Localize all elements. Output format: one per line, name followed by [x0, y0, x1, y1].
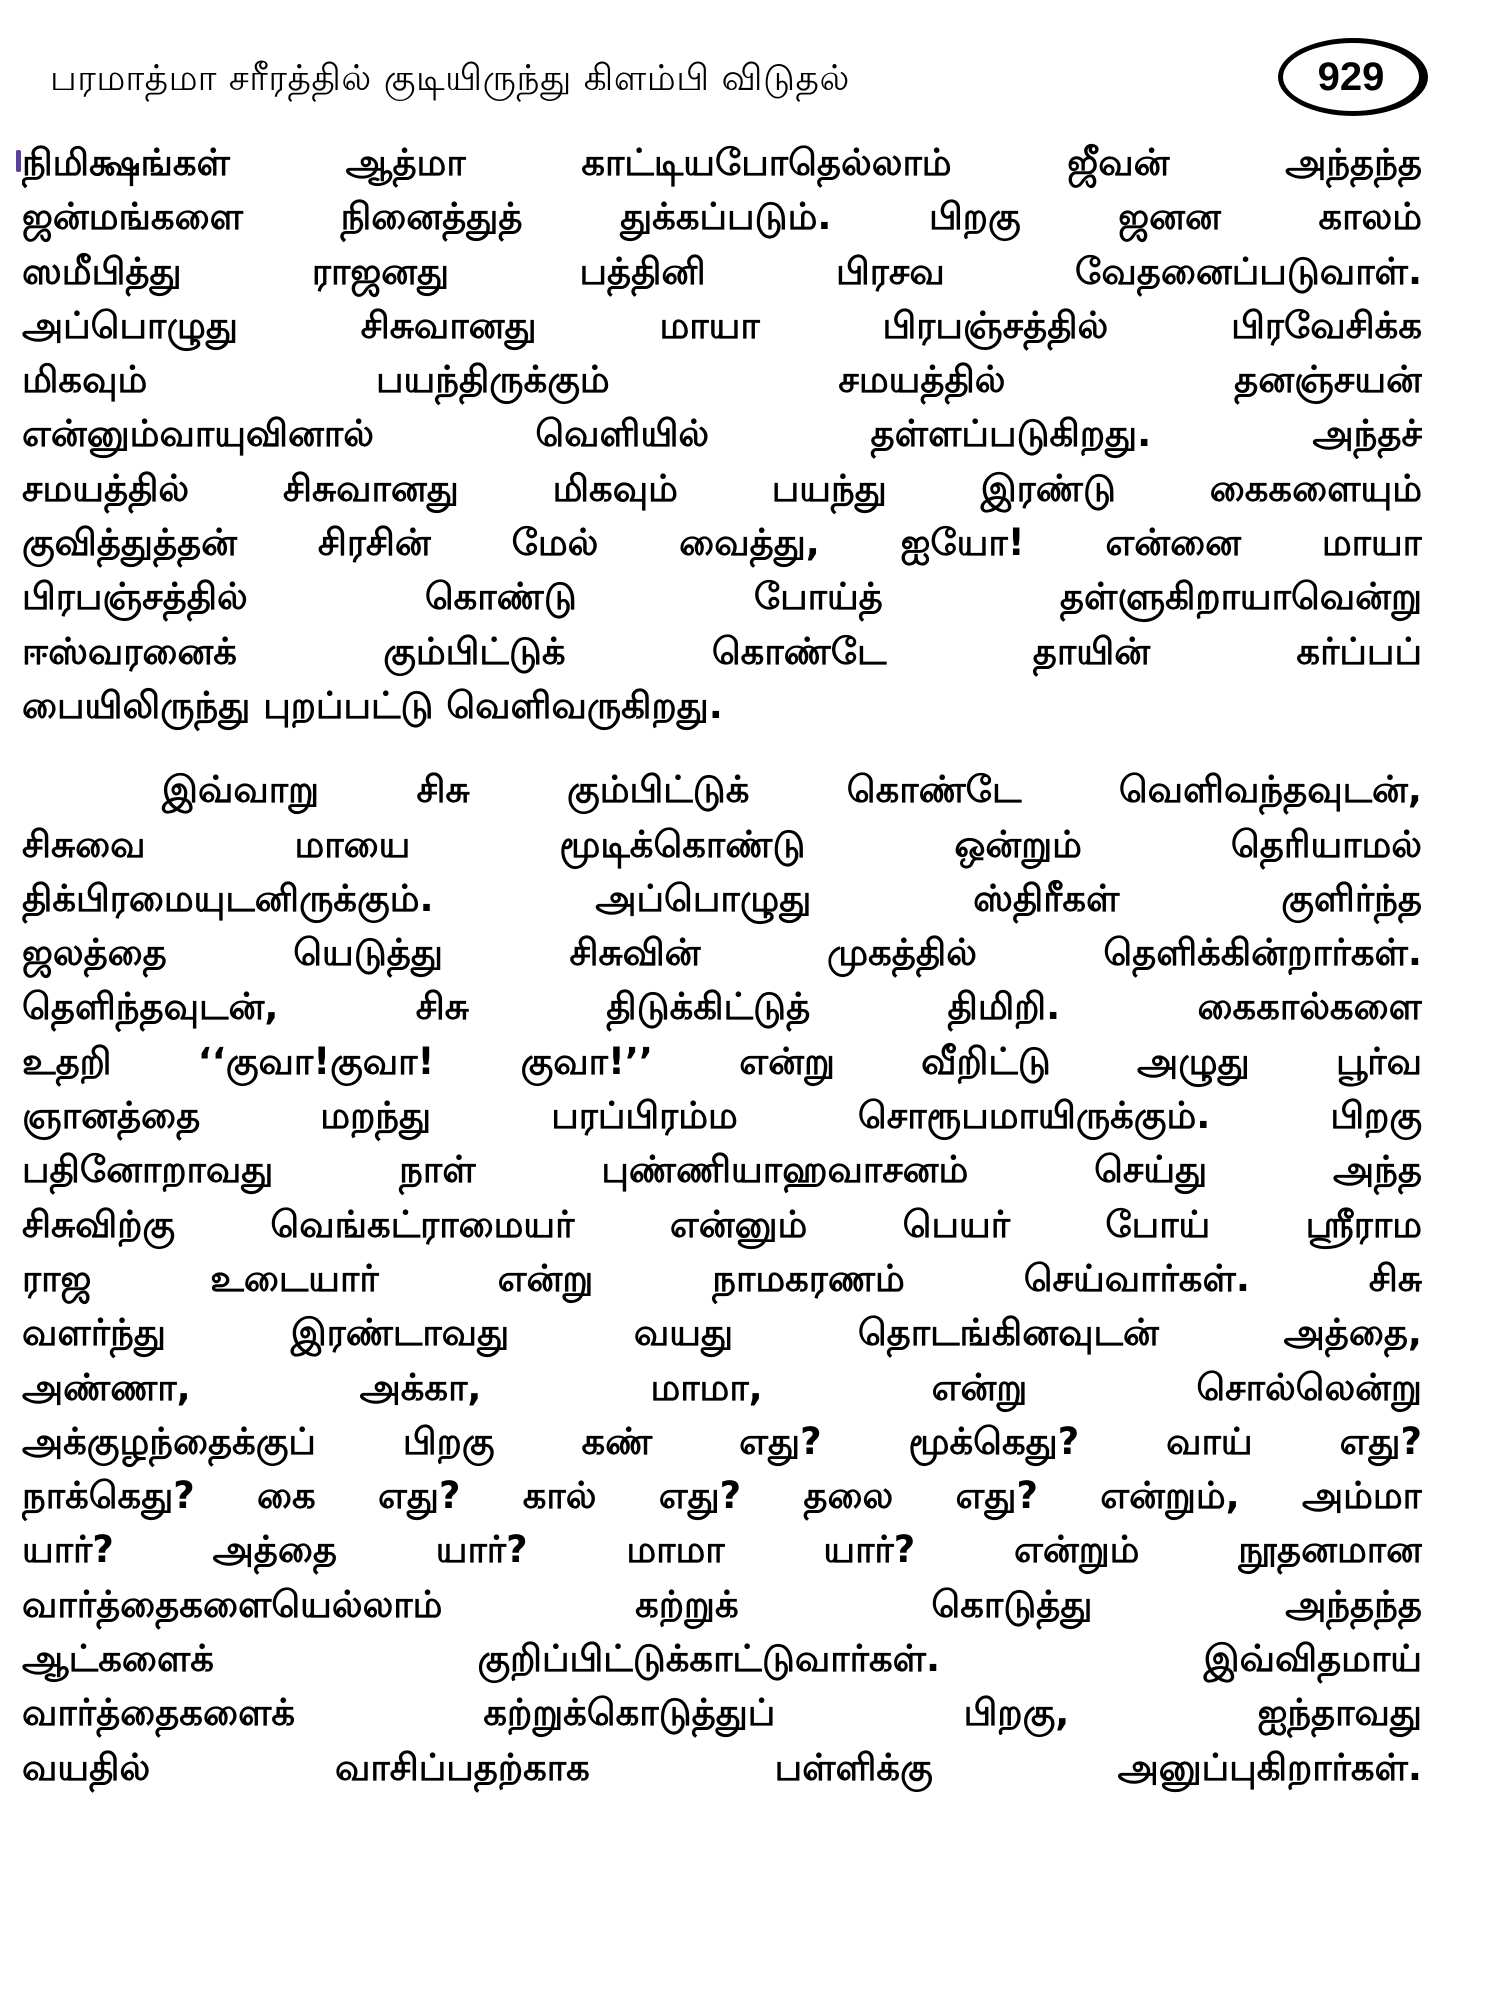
text-line: உதறி ‘‘குவா!குவா! குவா!’’ என்று வீறிட்டு அழுது பூர்வ — [22, 1039, 1422, 1083]
page-header — [50, 38, 1428, 133]
text-line: மிகவும் பயந்திருக்கும் சமயத்தில் தனஞ்சயன் — [22, 358, 1422, 402]
text-line: ராஜ உடையார் என்று நாமகரணம் செய்வார்கள். சிசு — [22, 1256, 1422, 1300]
text-line: என்னும்வாயுவினால் வெளியில் தள்ளப்படுகிறது. அந்தச் — [22, 412, 1422, 456]
text-line: நிமிக்ஷங்கள் ஆத்மா காட்டியபோதெல்லாம் ஜீவன் அந்தந்த — [22, 141, 1422, 184]
text-line: அக்குழந்தைக்குப் பிறகு கண் எது? மூக்கெது? வாய் எது? — [22, 1419, 1422, 1463]
text-line: வார்த்தைகளையெல்லாம் கற்றுக் கொடுத்து அந்தந்த — [22, 1582, 1422, 1626]
text-line: திக்பிரமையுடனிருக்கும். அப்பொழுது ஸ்திரீகள் குளிர்ந்த — [22, 876, 1422, 920]
text-line: இவ்வாறு சிசு கும்பிட்டுக் கொண்டே வெளிவந்தவுடன், — [162, 768, 1422, 812]
body-text — [22, 136, 1422, 1795]
text-line: ஈஸ்வரனைக் கும்பிட்டுக் கொண்டே தாயின் கர்ப்பப் — [22, 629, 1422, 673]
text-line: குவித்துத்தன் சிரசின் மேல் வைத்து, ஐயோ! என்னை மாயா — [22, 521, 1422, 565]
paragraph — [22, 763, 1422, 1795]
text-line: ஸமீபித்து ராஜனது பத்தினி பிரசவ வேதனைப்படுவாள். — [22, 249, 1422, 293]
running-title: பரமாத்மா சரீரத்தில் குடியிருந்து கிளம்பி விடுதல் — [50, 58, 850, 99]
text-line: வார்த்தைகளைக் கற்றுக்கொடுத்துப் பிறகு, ஐந்தாவது — [22, 1691, 1422, 1735]
paragraph — [22, 136, 1422, 733]
text-line: சிசுவை மாயை மூடிக்கொண்டு ஒன்றும் தெரியாமல் — [22, 822, 1422, 866]
paragraph-gap — [22, 733, 1422, 763]
text-line: பதினோறாவது நாள் புண்ணியாஹவாசனம் செய்து அந்த — [22, 1148, 1422, 1192]
text-line: ஜலத்தை யெடுத்து சிசுவின் முகத்தில் தெளிக்கின்றார்கள். — [22, 931, 1422, 975]
text-line: சமயத்தில் சிசுவானது மிகவும் பயந்து இரண்டு கைகளையும் — [22, 466, 1422, 510]
text-line: ஆட்களைக் குறிப்பிட்டுக்காட்டுவார்கள். இவ்விதமாய் — [22, 1637, 1422, 1681]
text-line: ஞானத்தை மறந்து பரப்பிரம்ம சொரூபமாயிருக்கும். பிறகு — [22, 1094, 1422, 1138]
text-line: சிசுவிற்கு வெங்கட்ராமையர் என்னும் பெயர் போய் ஸ்ரீராம — [22, 1202, 1422, 1246]
text-line: யார்? அத்தை யார்? மாமா யார்? என்றும் நூதனமான — [22, 1528, 1422, 1572]
text-line: நாக்கெது? கை எது? கால் எது? தலை எது? என்றும், அம்மா — [22, 1474, 1422, 1518]
page-number-badge — [1278, 38, 1428, 116]
text-line: பையிலிருந்து புறப்பட்டு வெளிவருகிறது. — [22, 683, 723, 727]
text-line: வளர்ந்து இரண்டாவது வயது தொடங்கினவுடன் அத்தை, — [22, 1311, 1422, 1355]
ink-mark — [16, 150, 21, 172]
text-line: ஜன்மங்களை நினைத்துத் துக்கப்படும். பிறகு ஜனன காலம் — [22, 195, 1422, 239]
page-number: 929 — [1317, 54, 1385, 99]
text-line: அப்பொழுது சிசுவானது மாயா பிரபஞ்சத்தில் பிரவேசிக்க — [22, 303, 1422, 347]
text-line: தெளிந்தவுடன், சிசு திடுக்கிட்டுத் திமிறி. கைகால்களை — [22, 985, 1422, 1029]
text-line: அண்ணா, அக்கா, மாமா, என்று சொல்லென்று — [22, 1365, 1422, 1409]
text-line: பிரபஞ்சத்தில் கொண்டு போய்த் தள்ளுகிறாயாவென்று — [22, 575, 1422, 619]
text-line: வயதில் வாசிப்பதற்காக பள்ளிக்கு அனுப்புகிறார்கள். — [22, 1745, 1422, 1789]
